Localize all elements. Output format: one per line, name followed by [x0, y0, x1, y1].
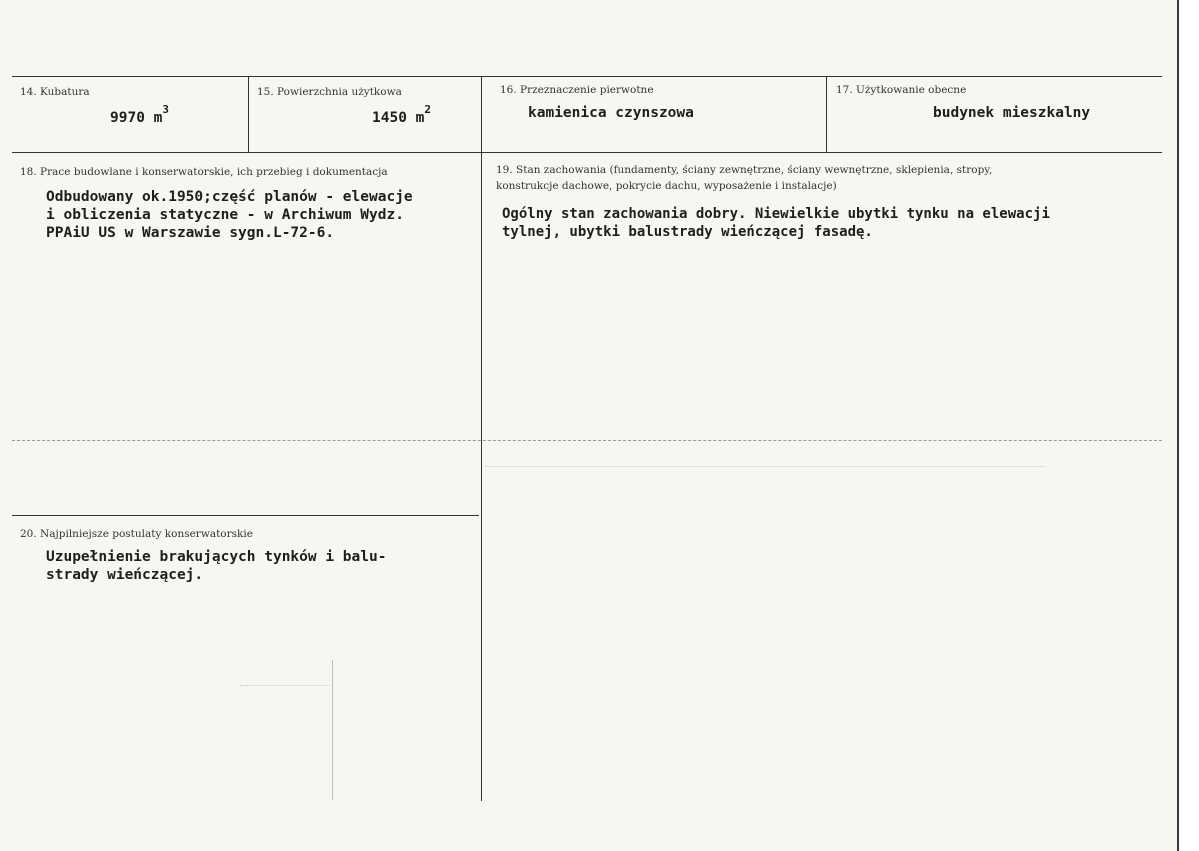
stan-label-line-2: konstrukcje dachowe, pokrycie dachu, wyposażenie i instalacje) [496, 180, 837, 192]
przeznaczenie-label: 16. Przeznaczenie pierwotne [500, 84, 654, 96]
postulaty-line-1: Uzupełnienie brakujących tynków i balu- [46, 549, 387, 565]
uzytkowanie-value: budynek mieszkalny [933, 105, 1091, 121]
prace-line-1: Odbudowany ok.1950;część planów - elewacje [46, 189, 413, 205]
col-divider-2 [481, 77, 482, 801]
uzytkowanie-label: 17. Użytkowanie obecne [836, 84, 967, 96]
prace-label: 18. Prace budowlane i konserwatorskie, ich przebieg i dokumentacja [20, 166, 388, 178]
postulaty-line-2: strady wieńczącej. [46, 567, 204, 583]
przeznaczenie-value: kamienica czynszowa [528, 105, 694, 121]
col-divider-3 [826, 77, 827, 152]
stan-line-2: tylnej, ubytki balustrady wieńczącej fasadę. [502, 224, 873, 240]
stan-line-1: Ogólny stan zachowania dobry. Niewielkie ubytki tynku na elewacji [502, 206, 1050, 222]
row2-dotted-rule [12, 440, 1162, 441]
top-rule [12, 76, 1162, 77]
section20-top-rule [12, 515, 479, 516]
scan-mark [240, 685, 330, 686]
prace-line-2: i obliczenia statyczne - w Archiwum Wydz. [46, 207, 404, 223]
prace-line-3: PPAiU US w Warszawie sygn.L-72-6. [46, 225, 335, 241]
powierzchnia-value: 1450 $m^2$ [372, 103, 432, 126]
kubatura-label: 14. Kubatura [20, 86, 90, 98]
kubatura-value: 9970 $m^3$ [110, 103, 170, 126]
powierzchnia-label: 15. Powierzchnia użytkowa [257, 86, 402, 98]
postulaty-label: 20. Najpilniejsze postulaty konserwatorskie [20, 528, 253, 540]
col-divider-1 [248, 77, 249, 152]
stan-label-line-1: 19. Stan zachowania (fundamenty, ściany zewnętrzne, ściany wewnętrzne, sklepienia, stropy, [496, 164, 993, 176]
scan-mark [485, 466, 1045, 467]
faint-vertical-mark [332, 660, 333, 800]
row1-bottom-rule [12, 152, 1162, 153]
page-edge [1177, 0, 1199, 851]
